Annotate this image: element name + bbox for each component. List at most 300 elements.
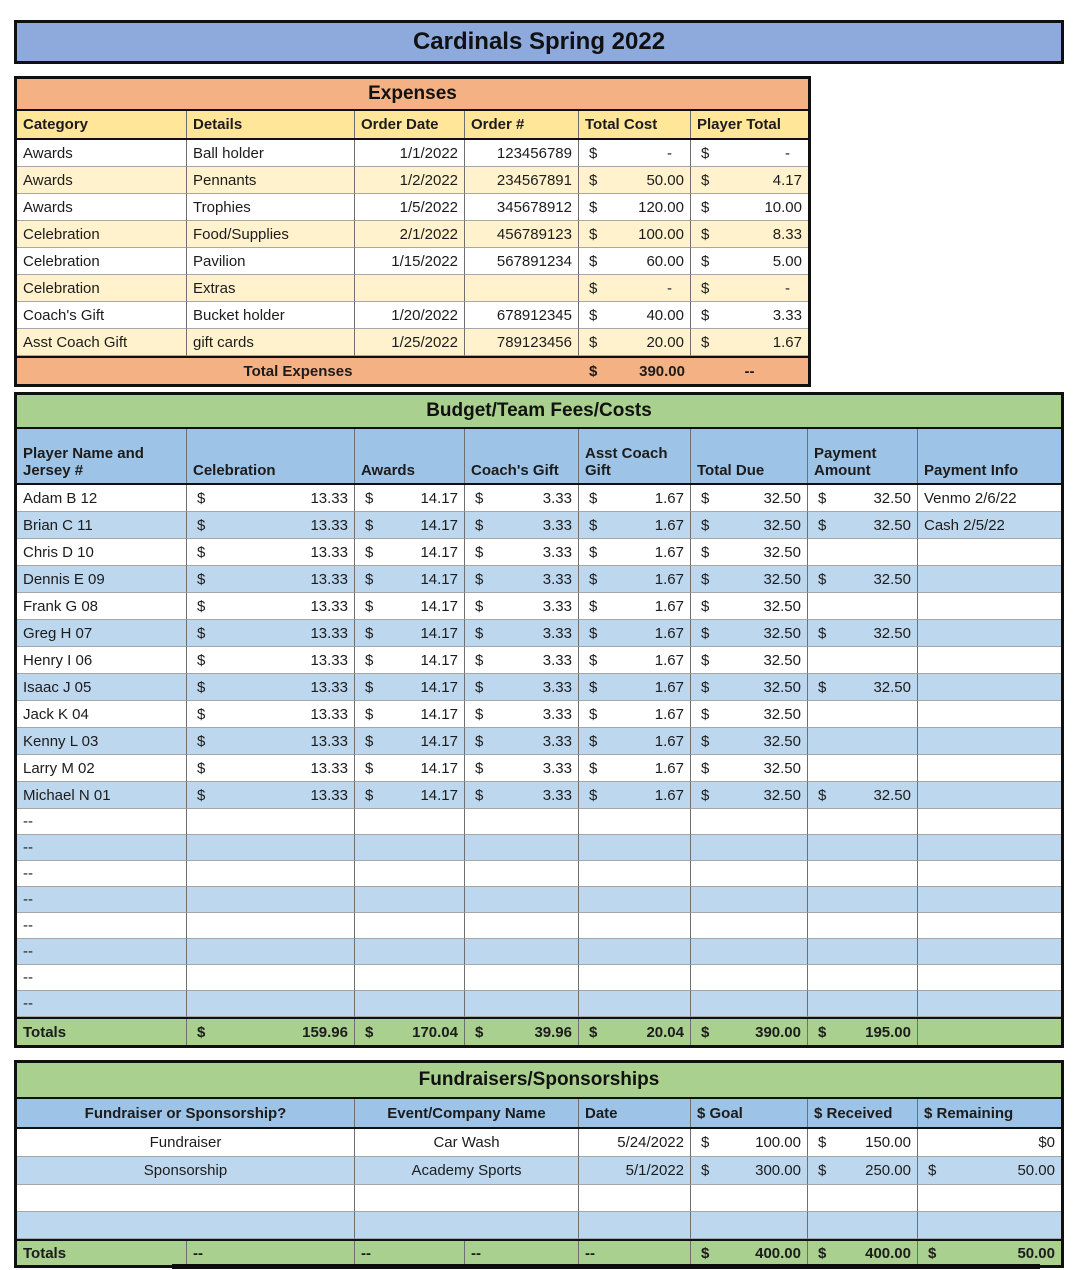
- cell-celebration[interactable]: [187, 485, 355, 512]
- cell-payment-amount[interactable]: [808, 593, 918, 620]
- cell-player-name[interactable]: Michael N 01: [17, 782, 187, 809]
- cell-order-number[interactable]: 345678912: [465, 194, 579, 221]
- cell-player-total[interactable]: [691, 140, 808, 167]
- empty-cell[interactable]: [918, 835, 1061, 861]
- empty-cell[interactable]: [918, 1212, 1061, 1239]
- sheet-title-bar[interactable]: [14, 20, 1064, 64]
- empty-cell[interactable]: [187, 965, 355, 991]
- empty-cell[interactable]: [17, 1212, 355, 1239]
- cell-total-due[interactable]: [691, 755, 808, 782]
- column-header-cell[interactable]: Details: [187, 111, 355, 138]
- cell-details[interactable]: Bucket holder: [187, 302, 355, 329]
- cell-date[interactable]: 5/24/2022: [579, 1129, 691, 1157]
- cell-received[interactable]: [808, 1129, 918, 1157]
- empty-cell[interactable]: [918, 1185, 1061, 1212]
- dollar-sign: $: [701, 1244, 710, 1262]
- totals-dash-cell[interactable]: --: [579, 1241, 691, 1265]
- cell-awards[interactable]: [355, 782, 465, 809]
- empty-cell[interactable]: [187, 913, 355, 939]
- cell-payment-info[interactable]: Venmo 2/6/22: [918, 485, 1061, 512]
- empty-cell[interactable]: [808, 861, 918, 887]
- cell-total-due[interactable]: [691, 593, 808, 620]
- cell-order-date[interactable]: 1/25/2022: [355, 329, 465, 356]
- cell-payment-info[interactable]: [918, 674, 1061, 701]
- cell-fundraiser-type[interactable]: Fundraiser: [17, 1129, 355, 1157]
- empty-cell[interactable]: [355, 965, 465, 991]
- cell-category[interactable]: Celebration: [17, 248, 187, 275]
- column-header-cell[interactable]: Order Date: [355, 111, 465, 138]
- cell-payment-amount[interactable]: [808, 485, 918, 512]
- cell-order-number[interactable]: 456789123: [465, 221, 579, 248]
- cell-player-name[interactable]: Chris D 10: [17, 539, 187, 566]
- cell-total-due[interactable]: [691, 782, 808, 809]
- cell-total-due[interactable]: [691, 674, 808, 701]
- cell-details[interactable]: Extras: [187, 275, 355, 302]
- cell-details[interactable]: Food/Supplies: [187, 221, 355, 248]
- column-header-cell[interactable]: Event/Company Name: [355, 1099, 579, 1127]
- empty-cell[interactable]: [187, 861, 355, 887]
- cell-asst-coach-gift[interactable]: [579, 647, 691, 674]
- cell-coachs-gift[interactable]: [465, 755, 579, 782]
- cell-payment-amount-sum[interactable]: [808, 1019, 918, 1045]
- cell-awards[interactable]: [355, 701, 465, 728]
- expenses-section-title[interactable]: [17, 79, 808, 111]
- totals-dash-cell[interactable]: --: [355, 1241, 465, 1265]
- cell-coachs-gift[interactable]: [465, 782, 579, 809]
- cell-player-name[interactable]: Larry M 02: [17, 755, 187, 782]
- cell-player-name[interactable]: Brian C 11: [17, 512, 187, 539]
- empty-cell[interactable]: [691, 913, 808, 939]
- cell-awards[interactable]: [355, 728, 465, 755]
- cell-player-name[interactable]: --: [17, 913, 187, 939]
- cell-coachs-gift[interactable]: [465, 728, 579, 755]
- empty-cell[interactable]: [691, 991, 808, 1017]
- amount-value: 32.50: [763, 759, 801, 777]
- cell-category[interactable]: Celebration: [17, 221, 187, 248]
- empty-cell[interactable]: [579, 809, 691, 835]
- cell-asst-coach-gift[interactable]: [579, 512, 691, 539]
- column-header-cell[interactable]: Asst Coach Gift: [579, 429, 691, 483]
- cell-payment-info[interactable]: [918, 782, 1061, 809]
- empty-cell[interactable]: [187, 809, 355, 835]
- cell-awards[interactable]: [355, 593, 465, 620]
- dollar-sign: $: [589, 705, 598, 723]
- cell-player-name[interactable]: Frank G 08: [17, 593, 187, 620]
- empty-cell[interactable]: [918, 861, 1061, 887]
- column-header-cell[interactable]: Awards: [355, 429, 465, 483]
- cell-player-name[interactable]: Henry I 06: [17, 647, 187, 674]
- cell-event-name[interactable]: Academy Sports: [355, 1157, 579, 1185]
- empty-cell[interactable]: [465, 861, 579, 887]
- cell-celebration[interactable]: [187, 782, 355, 809]
- cell-payment-amount[interactable]: [808, 782, 918, 809]
- empty-cell[interactable]: [465, 939, 579, 965]
- column-header-cell[interactable]: Player Total: [697, 116, 781, 133]
- cell-asst-coach-gift[interactable]: [579, 566, 691, 593]
- column-header-cell[interactable]: Category: [17, 111, 187, 138]
- cell-payment-info[interactable]: [918, 620, 1061, 647]
- empty-cell[interactable]: [187, 939, 355, 965]
- cell-celebration[interactable]: [187, 566, 355, 593]
- cell-total-cost[interactable]: [579, 329, 691, 356]
- cell-payment-info[interactable]: [918, 566, 1061, 593]
- empty-cell[interactable]: [691, 835, 808, 861]
- empty-cell[interactable]: [808, 809, 918, 835]
- cell-player-total[interactable]: [691, 329, 808, 356]
- cell-awards[interactable]: [355, 566, 465, 593]
- empty-cell[interactable]: [465, 991, 579, 1017]
- empty-cell[interactable]: [187, 887, 355, 913]
- cell-payment-amount[interactable]: [808, 728, 918, 755]
- dollar-sign: $: [928, 1244, 937, 1262]
- cell-payment-info[interactable]: [918, 647, 1061, 674]
- amount-value: -: [785, 144, 790, 162]
- cell-player-name[interactable]: --: [17, 939, 187, 965]
- empty-cell[interactable]: [579, 913, 691, 939]
- budget-section-title[interactable]: [17, 395, 1061, 429]
- cell-player-total[interactable]: [691, 221, 808, 248]
- cell-details[interactable]: Pavilion: [187, 248, 355, 275]
- cell-celebration[interactable]: [187, 620, 355, 647]
- cell-celebration[interactable]: [187, 674, 355, 701]
- cell-payment-info-sum[interactable]: [918, 1019, 1061, 1045]
- cell-player-name[interactable]: --: [17, 887, 187, 913]
- cell-order-date[interactable]: 1/2/2022: [355, 167, 465, 194]
- empty-cell[interactable]: [808, 887, 918, 913]
- dollar-sign: $: [475, 759, 484, 777]
- column-header-cell[interactable]: Total Cost: [579, 111, 691, 138]
- empty-cell[interactable]: [808, 965, 918, 991]
- empty-cell[interactable]: [355, 1185, 579, 1212]
- empty-cell[interactable]: [465, 965, 579, 991]
- cell-celebration[interactable]: [187, 512, 355, 539]
- cell-awards[interactable]: [355, 485, 465, 512]
- empty-cell[interactable]: [691, 809, 808, 835]
- empty-cell[interactable]: [579, 1185, 691, 1212]
- empty-cell[interactable]: [918, 809, 1061, 835]
- cell-payment-info[interactable]: [918, 755, 1061, 782]
- cell-details[interactable]: gift cards: [187, 329, 355, 356]
- cell-category[interactable]: Awards: [17, 167, 187, 194]
- cell-total-due[interactable]: [691, 566, 808, 593]
- cell-payment-amount[interactable]: [808, 512, 918, 539]
- cell-asst-coach-gift[interactable]: [579, 728, 691, 755]
- cell-fundraiser-type[interactable]: Sponsorship: [17, 1157, 355, 1185]
- empty-cell[interactable]: [579, 887, 691, 913]
- cell-total-due[interactable]: [691, 485, 808, 512]
- cell-category[interactable]: Awards: [17, 140, 187, 167]
- cell-player-total[interactable]: [691, 302, 808, 329]
- cell-total-due[interactable]: [691, 647, 808, 674]
- column-header-cell[interactable]: Payment Info: [924, 461, 1019, 479]
- cell-total-cost[interactable]: [579, 302, 691, 329]
- expenses-totals-label[interactable]: Total Expenses: [243, 362, 353, 380]
- empty-cell[interactable]: [355, 809, 465, 835]
- cell-order-date[interactable]: 1/5/2022: [355, 194, 465, 221]
- empty-cell[interactable]: [355, 991, 465, 1017]
- cell-coachs-gift[interactable]: [465, 593, 579, 620]
- cell-total-cost[interactable]: [579, 221, 691, 248]
- cell-player-name[interactable]: --: [17, 861, 187, 887]
- empty-cell[interactable]: [579, 965, 691, 991]
- cell-total-cost[interactable]: [579, 140, 691, 167]
- cell-payment-amount[interactable]: [808, 755, 918, 782]
- totals-dash-cell[interactable]: --: [465, 1241, 579, 1265]
- cell-details[interactable]: Pennants: [187, 167, 355, 194]
- cell-asst-coach-gift[interactable]: [579, 755, 691, 782]
- cell-awards[interactable]: [355, 755, 465, 782]
- cell-payment-info[interactable]: [918, 701, 1061, 728]
- empty-cell[interactable]: [355, 887, 465, 913]
- cell-coachs-gift[interactable]: [465, 512, 579, 539]
- empty-cell[interactable]: [808, 939, 918, 965]
- cell-player-name[interactable]: --: [17, 835, 187, 861]
- empty-cell[interactable]: [808, 913, 918, 939]
- dollar-sign: $: [475, 1023, 484, 1041]
- cell-goal[interactable]: [691, 1129, 808, 1157]
- amount-value: 14.17: [420, 651, 458, 669]
- empty-cell[interactable]: [187, 991, 355, 1017]
- empty-cell[interactable]: [918, 913, 1061, 939]
- cell-asst-coach-gift-sum[interactable]: [579, 1019, 691, 1045]
- empty-cell[interactable]: [808, 1185, 918, 1212]
- cell-order-date[interactable]: 1/15/2022: [355, 248, 465, 275]
- empty-cell[interactable]: [355, 913, 465, 939]
- column-header-cell[interactable]: Total Due: [691, 429, 808, 483]
- cell-order-date[interactable]: 2/1/2022: [355, 221, 465, 248]
- empty-cell[interactable]: [691, 965, 808, 991]
- fundraisers-totals-label[interactable]: Totals: [17, 1241, 187, 1265]
- empty-cell[interactable]: [187, 835, 355, 861]
- empty-cell[interactable]: [691, 1185, 808, 1212]
- cell-awards-sum[interactable]: [355, 1019, 465, 1045]
- empty-cell[interactable]: [808, 991, 918, 1017]
- dollar-sign: $: [589, 651, 598, 669]
- empty-cell[interactable]: [808, 1212, 918, 1239]
- cell-total-cost[interactable]: [579, 194, 691, 221]
- column-header-cell[interactable]: Celebration: [187, 429, 355, 483]
- column-header-cell[interactable]: Date: [579, 1099, 691, 1127]
- cell-player-name[interactable]: --: [17, 809, 187, 835]
- cell-player-name[interactable]: Isaac J 05: [17, 674, 187, 701]
- cell-coachs-gift[interactable]: [465, 485, 579, 512]
- empty-cell[interactable]: [691, 1212, 808, 1239]
- cell-total-cost-sum[interactable]: [579, 358, 691, 384]
- cell-details[interactable]: Trophies: [187, 194, 355, 221]
- cell-coachs-gift-sum[interactable]: [465, 1019, 579, 1045]
- cell-awards[interactable]: [355, 647, 465, 674]
- cell-remaining-sum[interactable]: [918, 1241, 1061, 1265]
- cell-player-name[interactable]: Adam B 12: [17, 485, 187, 512]
- column-header-cell[interactable]: Payment Amount: [808, 429, 918, 483]
- cell-coachs-gift[interactable]: [465, 674, 579, 701]
- empty-cell[interactable]: [355, 835, 465, 861]
- cell-coachs-gift[interactable]: [465, 647, 579, 674]
- empty-cell[interactable]: [355, 1212, 579, 1239]
- cell-player-name[interactable]: Jack K 04: [17, 701, 187, 728]
- dollar-sign: $: [589, 279, 598, 297]
- empty-cell[interactable]: [579, 939, 691, 965]
- cell-payment-amount[interactable]: [808, 647, 918, 674]
- cell-player-name[interactable]: Greg H 07: [17, 620, 187, 647]
- dollar-sign: $: [589, 786, 598, 804]
- cell-player-total[interactable]: [691, 167, 808, 194]
- cell-payment-amount[interactable]: [808, 620, 918, 647]
- cell-asst-coach-gift[interactable]: [579, 593, 691, 620]
- cell-date[interactable]: 5/1/2022: [579, 1157, 691, 1185]
- cell-category[interactable]: Asst Coach Gift: [17, 329, 187, 356]
- empty-cell[interactable]: [579, 861, 691, 887]
- cell-received[interactable]: [808, 1157, 918, 1185]
- cell-coachs-gift[interactable]: [465, 566, 579, 593]
- empty-cell[interactable]: [918, 991, 1061, 1017]
- budget-totals-label[interactable]: Totals: [17, 1019, 187, 1045]
- empty-cell[interactable]: [918, 965, 1061, 991]
- cell-total-due[interactable]: [691, 701, 808, 728]
- cell-coachs-gift[interactable]: [465, 701, 579, 728]
- empty-cell[interactable]: [465, 835, 579, 861]
- amount-value: 3.33: [542, 786, 572, 804]
- cell-player-total[interactable]: [691, 194, 808, 221]
- amount-value: 1.67: [654, 624, 684, 642]
- amount-value: -: [667, 144, 672, 162]
- cell-order-number[interactable]: 567891234: [465, 248, 579, 275]
- cell-celebration[interactable]: [187, 755, 355, 782]
- cell-payment-amount[interactable]: [808, 539, 918, 566]
- cell-awards[interactable]: [355, 539, 465, 566]
- expense-row: [17, 302, 808, 329]
- cell-details[interactable]: Ball holder: [187, 140, 355, 167]
- empty-cell[interactable]: [579, 835, 691, 861]
- fundraisers-section-title[interactable]: [17, 1063, 1061, 1099]
- cutoff-next-section-edge: [172, 1264, 1040, 1269]
- cell-payment-amount[interactable]: [808, 674, 918, 701]
- cell-celebration[interactable]: [187, 647, 355, 674]
- cell-order-number[interactable]: [465, 275, 579, 302]
- empty-cell[interactable]: [465, 887, 579, 913]
- cell-payment-info[interactable]: [918, 728, 1061, 755]
- cell-payment-info[interactable]: [918, 539, 1061, 566]
- cell-asst-coach-gift[interactable]: [579, 701, 691, 728]
- cell-celebration[interactable]: [187, 539, 355, 566]
- cell-remaining[interactable]: $0: [918, 1129, 1061, 1157]
- amount-value: 3.33: [542, 651, 572, 669]
- empty-cell[interactable]: [691, 861, 808, 887]
- cell-awards[interactable]: [355, 674, 465, 701]
- cell-asst-coach-gift[interactable]: [579, 485, 691, 512]
- cell-payment-amount[interactable]: [808, 566, 918, 593]
- cell-player-name[interactable]: --: [17, 991, 187, 1017]
- empty-cell[interactable]: [465, 809, 579, 835]
- cell-order-number[interactable]: 789123456: [465, 329, 579, 356]
- cell-total-due[interactable]: [691, 620, 808, 647]
- cell-payment-amount[interactable]: [808, 701, 918, 728]
- cell-total-cost[interactable]: [579, 275, 691, 302]
- empty-cell[interactable]: [355, 939, 465, 965]
- cell-total-due[interactable]: [691, 512, 808, 539]
- empty-cell[interactable]: [918, 887, 1061, 913]
- dollar-sign: $: [365, 516, 374, 534]
- cell-payment-info[interactable]: Cash 2/5/22: [918, 512, 1061, 539]
- amount-value: 1.67: [654, 570, 684, 588]
- cell-order-date[interactable]: [355, 275, 465, 302]
- cell-total-cost[interactable]: [579, 167, 691, 194]
- column-header-cell[interactable]: $ Received: [808, 1099, 918, 1127]
- cell-coachs-gift[interactable]: [465, 539, 579, 566]
- cell-player-total[interactable]: [691, 275, 808, 302]
- cell-order-number[interactable]: 678912345: [465, 302, 579, 329]
- cell-celebration-sum[interactable]: [187, 1019, 355, 1045]
- cell-category[interactable]: Awards: [17, 194, 187, 221]
- amount-value: 1.67: [654, 759, 684, 777]
- cell-order-number[interactable]: 234567891: [465, 167, 579, 194]
- totals-dash-cell[interactable]: --: [187, 1241, 355, 1265]
- cell-coachs-gift[interactable]: [465, 620, 579, 647]
- cell-total-cost[interactable]: [579, 248, 691, 275]
- column-header-cell[interactable]: Order #: [465, 111, 579, 138]
- cell-category[interactable]: Celebration: [17, 275, 187, 302]
- cell-awards[interactable]: [355, 620, 465, 647]
- dollar-sign: $: [589, 333, 598, 351]
- cell-awards[interactable]: [355, 512, 465, 539]
- cell-celebration[interactable]: [187, 728, 355, 755]
- empty-cell[interactable]: [17, 1185, 355, 1212]
- cell-asst-coach-gift[interactable]: [579, 782, 691, 809]
- empty-cell[interactable]: [691, 887, 808, 913]
- cell-order-date[interactable]: 1/20/2022: [355, 302, 465, 329]
- cell-asst-coach-gift[interactable]: [579, 674, 691, 701]
- empty-cell[interactable]: [579, 991, 691, 1017]
- cell-goal[interactable]: [691, 1157, 808, 1185]
- cell-event-name[interactable]: Car Wash: [355, 1129, 579, 1157]
- cell-payment-info[interactable]: [918, 593, 1061, 620]
- empty-cell[interactable]: [918, 939, 1061, 965]
- cell-player-total-sum[interactable]: --: [744, 362, 755, 380]
- cell-asst-coach-gift[interactable]: [579, 620, 691, 647]
- cell-celebration[interactable]: [187, 701, 355, 728]
- cell-asst-coach-gift[interactable]: [579, 539, 691, 566]
- amount-value: -: [785, 279, 790, 297]
- fundraisers-title-text: Fundraisers/Sponsorships: [418, 1069, 660, 1090]
- column-header-cell[interactable]: Fundraiser or Sponsorship?: [17, 1099, 355, 1127]
- cell-category[interactable]: Coach's Gift: [17, 302, 187, 329]
- column-header-cell[interactable]: $ Remaining: [924, 1104, 1014, 1122]
- cell-celebration[interactable]: [187, 593, 355, 620]
- cell-total-due-sum[interactable]: [691, 1019, 808, 1045]
- empty-cell[interactable]: [579, 1212, 691, 1239]
- cell-order-number[interactable]: 123456789: [465, 140, 579, 167]
- dollar-sign: $: [701, 333, 710, 351]
- empty-cell[interactable]: [808, 835, 918, 861]
- empty-cell[interactable]: [355, 861, 465, 887]
- amount-value: 10.00: [764, 198, 802, 216]
- cell-player-total[interactable]: [691, 248, 808, 275]
- empty-cell[interactable]: [691, 939, 808, 965]
- cell-order-date[interactable]: 1/1/2022: [355, 140, 465, 167]
- cell-remaining[interactable]: [918, 1157, 1061, 1185]
- cell-player-name[interactable]: --: [17, 965, 187, 991]
- cell-total-due[interactable]: [691, 728, 808, 755]
- column-header-cell[interactable]: Player Name and Jersey #: [17, 429, 187, 483]
- cell-goal-sum[interactable]: [691, 1241, 808, 1265]
- empty-cell[interactable]: [465, 913, 579, 939]
- cell-player-name[interactable]: Kenny L 03: [17, 728, 187, 755]
- column-header-cell[interactable]: Coach's Gift: [465, 429, 579, 483]
- cell-received-sum[interactable]: [808, 1241, 918, 1265]
- column-header-cell[interactable]: $ Goal: [691, 1099, 808, 1127]
- cell-total-due[interactable]: [691, 539, 808, 566]
- cell-player-name[interactable]: Dennis E 09: [17, 566, 187, 593]
